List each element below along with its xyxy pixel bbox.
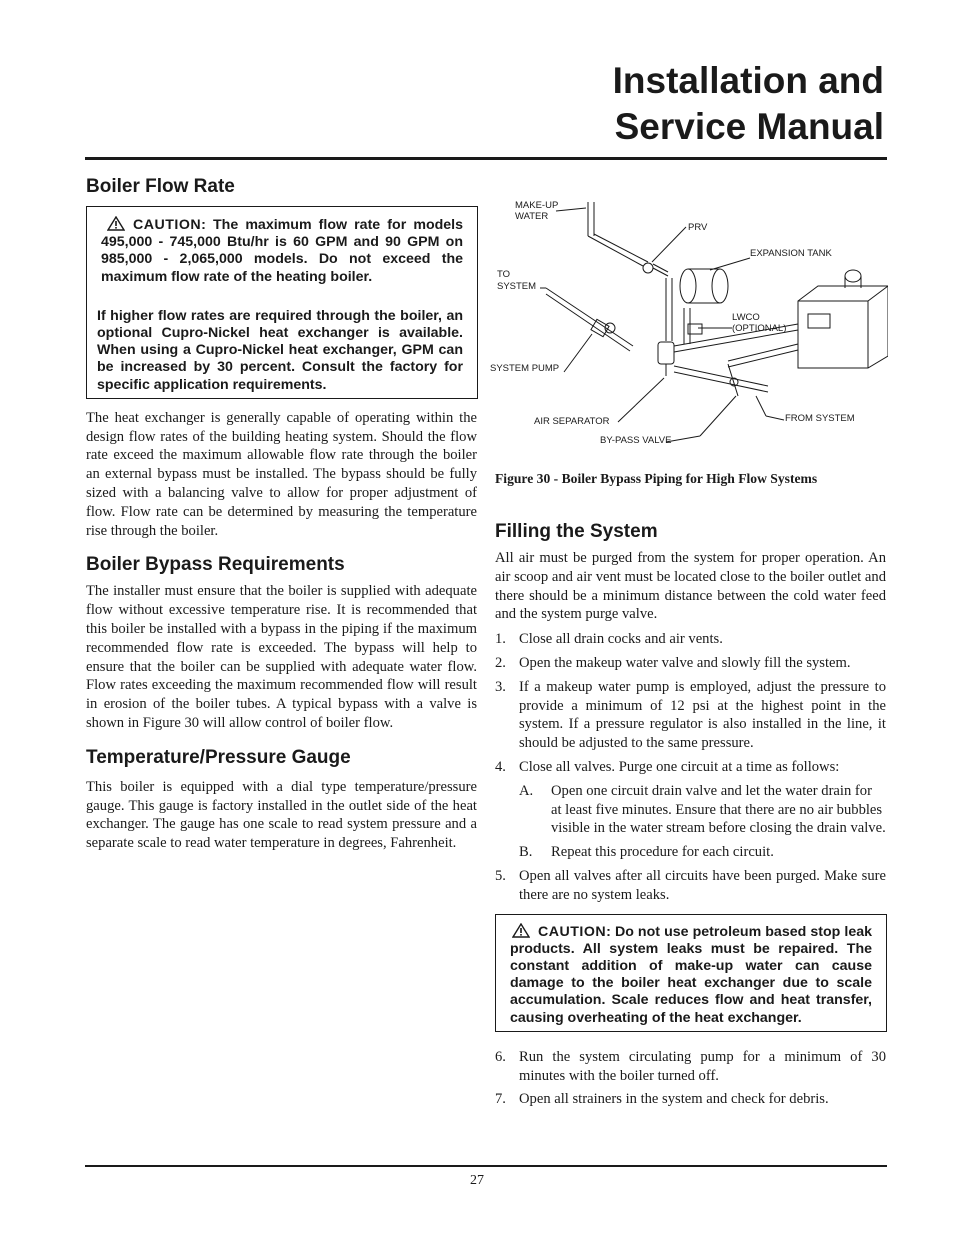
bypass-piping-diagram [488, 196, 888, 458]
step-number: 7. [495, 1091, 506, 1108]
caution-label: CAUTION [538, 923, 607, 940]
label-bypass-valve: BY-PASS VALVE [600, 435, 672, 446]
purge-substeps [495, 782, 886, 862]
gauge-heading: Temperature/Pressure Gauge [86, 746, 351, 768]
step-text: Open all valves after all circuits have been purged. Make sure there are no system leaks. [519, 867, 886, 903]
warning-icon [107, 216, 125, 231]
page-number: 27 [470, 1173, 484, 1188]
step-3 [495, 678, 886, 753]
step-text: Open all strainers in the system and check for debris. [519, 1091, 829, 1108]
step-text: Open the makeup water valve and slowly fill the system. [519, 654, 851, 671]
substep-a [495, 782, 886, 838]
title-line-1: Installation and [612, 60, 884, 101]
page-title [613, 58, 884, 150]
gauge-paragraph: This boiler is equipped with a dial type temperature/pressure gauge. This gauge is factory installed in the outlet side of the heat exchanger. The gauge has one scale to read system pressure and a separate scale to read water temperature in degrees, Fahrenheit. [86, 778, 477, 852]
label-from-system: FROM SYSTEM [785, 413, 855, 424]
label-expansion-tank: EXPANSION TANK [750, 248, 832, 259]
label-system-pump: SYSTEM PUMP [490, 363, 560, 374]
step-number: 6. [495, 1048, 506, 1065]
left-column [86, 176, 477, 853]
title-line-2: Service Manual [614, 106, 884, 147]
substep-text: Repeat this procedure for each circuit. [551, 844, 774, 861]
figure-caption: Figure 30 - Boiler Bypass Piping for High Flow Systems [495, 471, 818, 486]
step-5 [495, 867, 886, 905]
caution-text-2: If higher flow rates are required through the boiler, an optional Cupro-Nickel heat exchanger is available. When using a Cupro-Nickel heat exchanger, GPM can be increased by 30 percent. Consult the factory for specific application requirements. [97, 307, 463, 393]
caution-label: CAUTION [133, 217, 202, 233]
step-text: Close all drain cocks and air vents. [519, 631, 723, 648]
bypass-paragraph: The installer must ensure that the boiler is supplied with adequate flow without excessive temperature rise. It is recommended that this boiler be installed with a bypass in the piping if the maximum recommended flow rate is exceeded. The bypass will help to ensure that the boiler can be supplied with adequate water flow. Flow rates exceeding the maximum recommended flow will result in erosion of the boiler tubes. A typical bypass with a valve is shown in Figure 30 will allow control of boiler flow. [86, 583, 477, 731]
label-air-separator: AIR SEPARATOR [534, 416, 610, 427]
caution-text: : The maximum flow rate for models 495,000 - 745,000 Btu/hr is 60 GPM and 90 GPM on 985,000 - 2,065,000 models. Do not exceed the maximum flow rate of the heating boiler. [101, 217, 463, 285]
label-to-system-1: TO [497, 269, 511, 280]
flow-rate-paragraph: The heat exchanger is generally capable of operating within the design flow rates of the building heating system. Should the flow rate exceed the maximum allowable flow rate through the boiler an external bypass must be installed. The bypass should be fully sized with a balancing valve to allow for proper adjustment of flow. Flow rate can be determined by measuring the temperature rise through the boiler. [86, 409, 477, 539]
header-divider [85, 157, 887, 160]
step-1 [495, 630, 886, 649]
filling-steps-continued [495, 1048, 886, 1109]
warning-icon [512, 923, 530, 938]
step-6 [495, 1048, 886, 1086]
boiler-flow-rate-heading: Boiler Flow Rate [86, 176, 235, 197]
step-7 [495, 1090, 886, 1109]
substep-text: Open one circuit drain valve and let the water drain for at least five minutes. Ensure that there are no air bubbles visible in the water stream before closing the drain valve. [551, 782, 886, 837]
step-text: Close all valves. Purge one circuit at a time as follows: [519, 758, 840, 775]
step-4 [495, 758, 886, 862]
footer-divider [85, 1165, 887, 1167]
label-to-system-2: SYSTEM [497, 281, 537, 292]
step-text: If a makeup water pump is employed, adjust the pressure to provide a minimum of 12 psi at the highest point in the system. If a pressure regulator is also installed in the line, it should be adjusted to the same pressure. [519, 678, 886, 752]
filling-steps [495, 630, 886, 904]
filling-heading: Filling the System [495, 521, 658, 542]
step-number: 3. [495, 678, 506, 695]
caution-text: : Do not use petroleum based stop leak products. All system leaks must be repaired. The constant addition of make-up water can cause damage to the boiler heat exchanger due to scale accumulation. Scale reduces flow and heat transfer, causing overheating of the heat exchanger. [510, 923, 872, 1026]
label-prv: PRV [688, 222, 708, 233]
bypass-heading: Boiler Bypass Requirements [86, 554, 345, 576]
substep-letter: B. [519, 844, 533, 861]
step-number: 4. [495, 758, 506, 775]
label-lwco-1: LWCO [732, 312, 760, 323]
label-makeup-water-2: WATER [515, 211, 549, 222]
step-number: 5. [495, 867, 506, 884]
step-text: Run the system circulating pump for a minimum of 30 minutes with the boiler turned off. [519, 1048, 886, 1084]
step-2 [495, 654, 886, 673]
label-makeup-water-1: MAKE-UP [515, 200, 559, 211]
step-number: 1. [495, 631, 506, 648]
right-column [495, 471, 886, 1114]
filling-caution-box [495, 914, 887, 1032]
substep-b [495, 843, 886, 862]
substep-letter: A. [519, 782, 534, 799]
label-lwco-2: (OPTIONAL) [732, 323, 787, 334]
filling-paragraph: All air must be purged from the system for proper operation. An air scoop and air vent must be located close to the boiler outlet and there should be a minimum distance between the cold water feed and the system purge valve. [495, 550, 886, 623]
step-number: 2. [495, 654, 506, 671]
flow-rate-caution-box [86, 206, 478, 399]
